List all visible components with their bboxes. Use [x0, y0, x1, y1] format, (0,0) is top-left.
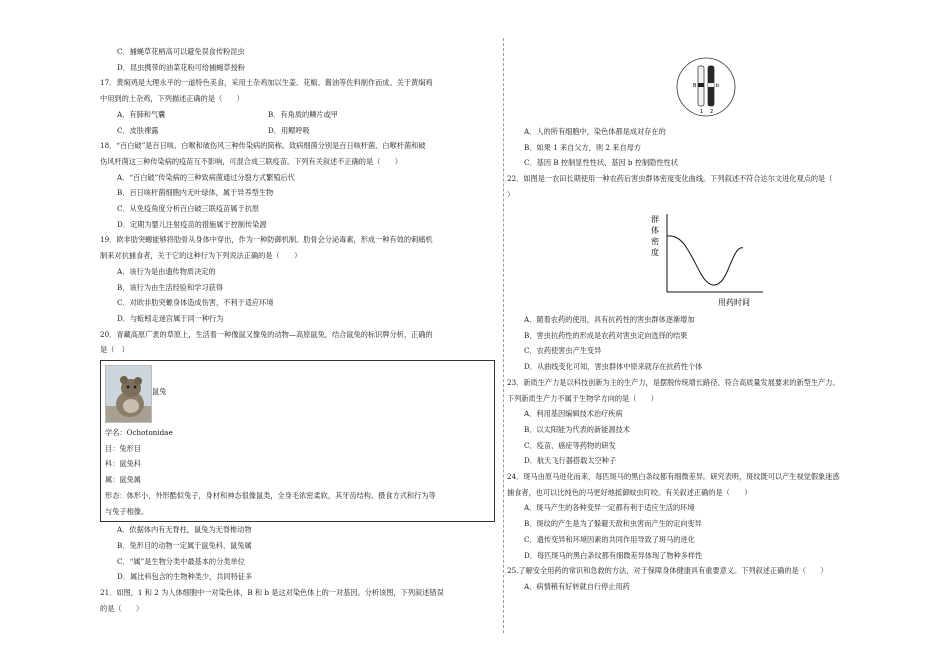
q25-option-a: A．病情稍有好转就自行停止用药: [524, 581, 630, 591]
pika-name: 鼠兔: [152, 387, 167, 397]
xlabel: 用药时间: [718, 298, 750, 307]
q18-option-c: C．从免疫角度分析百白破三联疫苗属于抗原: [117, 204, 260, 214]
pika-card-header: [105, 361, 490, 425]
q22-option-d: D．从曲线变化可知，害虫群体中原来就存在抗药性个体: [524, 362, 703, 372]
q18-stem-line2: 伤风杆菌这三种传染病的疫苗互不影响，可混合成三联疫苗。下列有关叙述不正确的是（ ）: [100, 156, 402, 166]
q21-stem-line2: 的是（ ）: [100, 603, 144, 613]
q20-stem-line1: 20．青藏高原广袤的草原上，生活着一种像鼠又像兔的动物—高原鼠兔，结合鼠兔的标识牌分析，正确的: [100, 329, 433, 339]
q23-option-c: C．疫苗、癌症等药物的研发: [524, 440, 616, 450]
left-column: [100, 44, 500, 617]
pika-photo: [105, 365, 152, 423]
pika-info-card: [100, 360, 495, 522]
q17-options-row1: [100, 107, 500, 123]
q23-stem-line1: 23．新质生产力是以科技创新为主的生产力，是摆脱传统增长路径、符合高质量发展要求的新型生产力。: [507, 377, 840, 387]
density-curve: [667, 236, 743, 285]
gene-band-1: [698, 83, 704, 87]
chromosome-number-1: 1: [700, 109, 704, 115]
pika-order: 目：兔形目: [105, 443, 141, 453]
pika-scientific-name: 学名：Ochotonidae: [105, 428, 173, 438]
q24-option-a: A．斑马产生的各种变异一定都有利于适应生活的环境: [524, 503, 695, 513]
chromosome-number-2: 2: [710, 109, 714, 115]
gene-band-2: [708, 83, 714, 87]
q19-option-c: C．对欧非肋突螈身体造成伤害，不利于适应环境: [117, 298, 274, 308]
ylabel-char-2: 体: [651, 226, 659, 235]
cell-outline: [677, 58, 735, 116]
pika-family: 科：鼠兔科: [105, 459, 141, 469]
q23-option-a: A．利用基因编辑技术治疗疾病: [524, 409, 623, 419]
q19-stem-line2: 制来对抗捕食者，关于它的这种行为下列说法正确的是（ ）: [100, 251, 302, 261]
q17-option-b: B．有角质的鳞片或甲: [268, 109, 338, 119]
chromosome-diagram: [675, 56, 737, 118]
q16-option-d: D．昆虫携带的油菜花粉可给捕蝇草授粉: [117, 62, 245, 72]
q24-stem-line1: 24．斑马由原马进化而来，每匹斑马的黑白条纹都有细微差异。研究表明，斑纹既可以产生视觉假象迷惑: [507, 472, 840, 482]
q18-stem-line1: 18．“百白破”是百日咳、白喉和破伤风三种传染病的简称。致病细菌分别是百日咳杆菌、白喉杆菌和破: [100, 141, 426, 151]
q21-option-c: C．基因 B 控制显性性状、基因 b 控制隐性性状: [524, 158, 678, 168]
q18-option-d: D．定期为婴儿注射疫苗的措施属于控制传染源: [117, 219, 267, 229]
pika-genus: 属：鼠兔属: [105, 475, 141, 485]
q21-stem-line1: 21．如图，1 和 2 为人体细胞中一对染色体，B 和 b 是这对染色体上的一对基因。分析该图，下列叙述错误: [100, 588, 444, 598]
column-divider: [503, 38, 504, 633]
q24-option-c: C．遗传变异和环境因素的共同作用导致了斑马的进化: [524, 534, 695, 544]
q20-option-c: C．“属”是生物分类中最基本的分类单位: [117, 556, 245, 566]
ylabel-char-4: 度: [651, 248, 659, 257]
pika-morphology-line2: 与兔子相像。: [105, 506, 149, 516]
ylabel-char-1: 群: [651, 215, 659, 224]
q22-option-b: B．害虫抗药性的形成是农药对害虫定向选择的结果: [524, 330, 688, 340]
right-column: [507, 124, 907, 203]
ylabel-char-3: 密: [651, 237, 659, 246]
q17-option-d: D．用鳃呼吸: [268, 125, 310, 135]
q17-stem-line1: 17．黄焖鸡是大理永平的一道特色美食，采用土杂鸡加以生姜、花椒、酱油等佐料制作而成。关于黄焖鸡: [100, 78, 433, 88]
right-column-lower: [507, 312, 907, 595]
q16-option-c: C．捕蝇草花柄高可以避免误食传粉昆虫: [117, 47, 245, 56]
q17-option-c: C．皮肤裸露: [117, 125, 159, 135]
q24-option-b: B．斑纹的产生是为了躲避天敌和虫害而产生的定向变异: [524, 519, 702, 529]
q19-option-a: A．该行为是由遗传物质决定的: [117, 266, 216, 276]
q20-option-d: D．属比科包含的生物种类少，共同特征多: [117, 572, 253, 582]
q19-option-b: B．该行为由生活经验和学习获得: [117, 282, 223, 292]
q23-stem-line2: 下列新质生产力不属于生物学方向的是（ ）: [507, 393, 658, 403]
q21-option-a: A．人的所有细胞中，染色体都是成对存在的: [524, 127, 666, 136]
q22-stem-line1: 22．如图是一农田长期使用一种农药后害虫群体密度变化曲线。下列叙述不符合达尔文进化观点的是（: [507, 174, 833, 184]
q17-option-a: A．有肺和气囊: [117, 109, 166, 119]
gene-label-b: b: [716, 83, 720, 89]
q24-stem-line2: 捕食者，也可以比纯色的马更好地抵御蚊虫叮咬。有关叙述正确的是（ ）: [507, 487, 752, 497]
q19-option-d: D．与蚯蚓走迷宫属于同一种行为: [117, 313, 224, 323]
q22-option-a: A．随着农药的使用，具有抗药性的害虫群体逐渐增加: [524, 315, 695, 324]
pest-density-graph: [645, 212, 765, 310]
q23-option-b: B．以太阳能为代表的新能源技术: [524, 424, 630, 434]
q19-stem-line1: 19．欧非肋突螈能够将肋骨从身体中穿出，作为一种防御机制。肋骨会分泌毒素，形成一种有效的刺痛机: [100, 235, 433, 245]
q21-option-b: B．如果 1 来自父方，则 2 来自母方: [524, 142, 642, 152]
q18-option-b: B．百日咳杆菌细胞内无叶绿体，属于异养型生物: [117, 188, 274, 198]
q23-option-d: D．航天飞行器搭载太空种子: [524, 456, 617, 466]
q20-option-a: A．依据体内有无脊柱，鼠兔为无脊椎动物: [117, 525, 252, 535]
q22-stem-line2: ）: [507, 189, 515, 199]
q24-option-d: D．每匹斑马的黑白条纹都有细微差异体现了物种多样性: [524, 550, 703, 560]
q20-option-b: B．兔形目的动物一定属于鼠兔科、鼠兔属: [117, 540, 252, 550]
q25-stem: 25.了解安全用药的常识和急救的方法，对于保障身体健康具有重要意义。下列叙述正确的是（ ）: [507, 566, 828, 576]
gene-label-B: B: [693, 83, 697, 89]
q22-option-c: C．农药使害虫产生变异: [524, 346, 602, 356]
pika-morphology-line1: 形态：体形小，外形酷似兔子，身材和神态很像鼠类，全身毛浓密柔软，其牙齿结构、摄食方式和行为等: [105, 490, 436, 500]
q20-stem-line2: 是（ ）: [100, 345, 129, 355]
q17-stem-line2: 中用到的土杂鸡，下列描述正确的是（ ）: [100, 94, 244, 104]
q18-option-a: A．“百白破”传染病的三种致病菌通过分裂方式繁殖后代: [117, 172, 295, 182]
q17-options-row2: [100, 123, 500, 139]
pika-illustration: [106, 366, 151, 422]
